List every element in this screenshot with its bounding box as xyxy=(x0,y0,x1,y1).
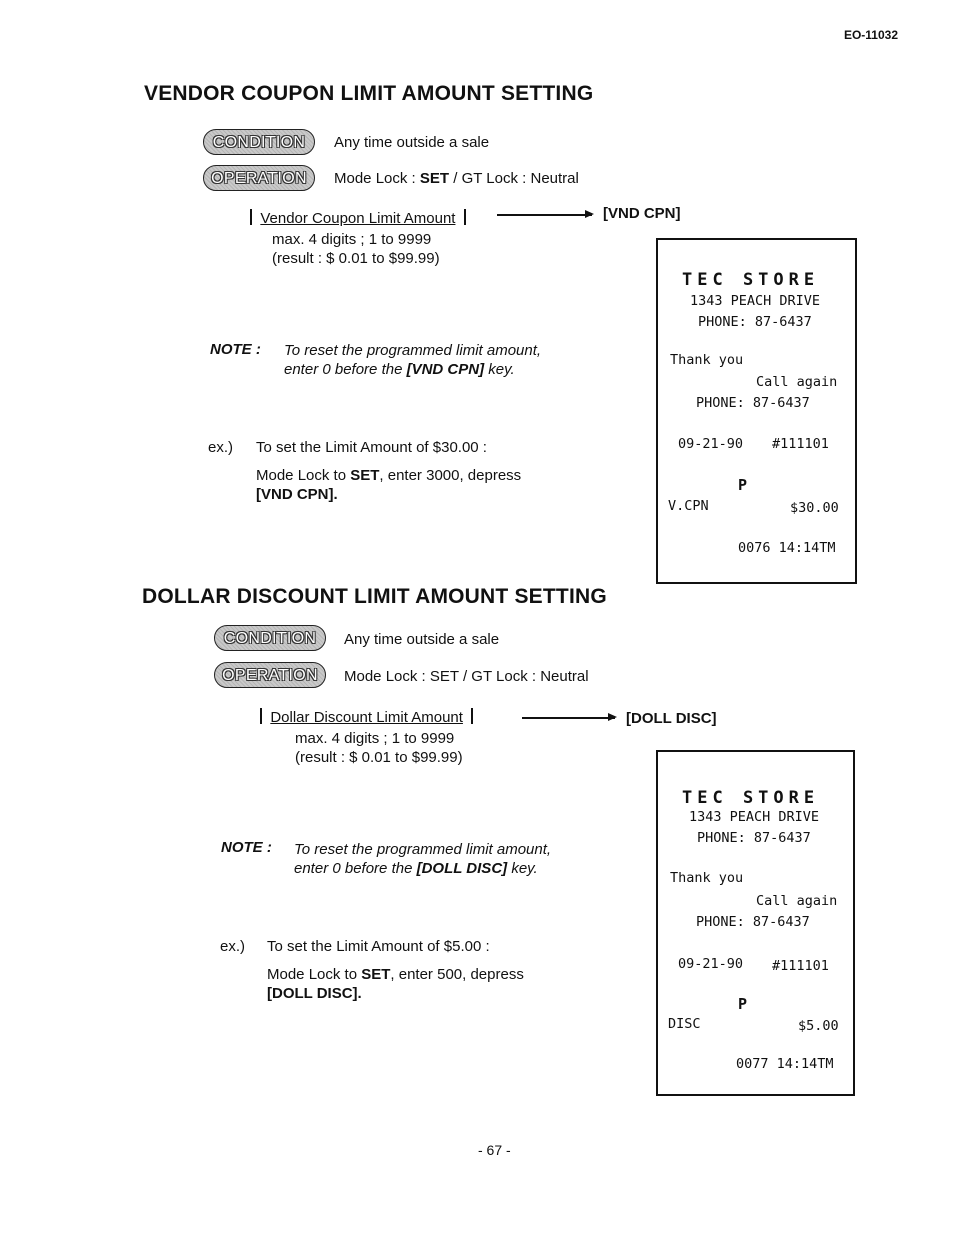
receipt-amount: $5.00 xyxy=(798,1018,839,1034)
input-label: Dollar Discount Limit Amount xyxy=(260,708,473,726)
input-bracket-left xyxy=(260,708,262,724)
receipt-call-again: Call again xyxy=(756,374,838,390)
operation-badge: OPERATION xyxy=(203,165,315,191)
operation-badge: OPERATION xyxy=(214,662,326,688)
section-title-vendor-coupon: VENDOR COUPON LIMIT AMOUNT SETTING xyxy=(144,82,594,105)
receipt-store-name: TEC STORE xyxy=(682,270,820,290)
note-text: To reset the programmed limit amount, enter 0 before the [VND CPN] key. xyxy=(284,342,542,378)
receipt-amount: $30.00 xyxy=(790,500,839,516)
example-line-2: Mode Lock to SET, enter 500, depress xyxy=(267,966,524,983)
example-line-1: To set the Limit Amount of $5.00 : xyxy=(267,938,490,955)
max-digits-text: max. 4 digits ; 1 to 9999 xyxy=(272,231,432,248)
operation-text: Mode Lock : SET / GT Lock : Neutral xyxy=(344,668,589,685)
document-number: EO-11032 xyxy=(843,28,898,42)
receipt-phone: PHONE: 87-6437 xyxy=(698,314,812,330)
receipt-thanks: Thank you xyxy=(670,352,744,368)
arrow-icon xyxy=(497,214,592,216)
example-line-3: [DOLL DISC]. xyxy=(267,985,362,1002)
receipt-thanks: Thank you xyxy=(670,870,744,886)
condition-text: Any time outside a sale xyxy=(334,134,490,151)
receipt-phone-2: PHONE: 87-6437 xyxy=(696,914,810,930)
result-range-text: (result : $ 0.01 to $99.99) xyxy=(272,250,440,267)
max-digits-text: max. 4 digits ; 1 to 9999 xyxy=(295,730,455,747)
receipt-item: V.CPN xyxy=(668,498,709,514)
page-number: - 67 - xyxy=(478,1142,511,1158)
receipt-address: 1343 PEACH DRIVE xyxy=(690,293,821,309)
input-bracket-right xyxy=(471,708,473,724)
input-label: Vendor Coupon Limit Amount xyxy=(250,209,466,227)
receipt-store-name: TEC STORE xyxy=(682,788,820,808)
receipt-call-again: Call again xyxy=(756,893,838,909)
receipt-number: #111101 xyxy=(772,958,829,974)
operation-text: Mode Lock : SET / GT Lock : Neutral xyxy=(334,170,579,187)
input-bracket-right xyxy=(464,209,466,225)
note-label: NOTE : xyxy=(221,839,272,856)
receipt-footer: 0076 14:14TM xyxy=(738,540,836,556)
example-label: ex.) xyxy=(220,938,246,955)
receipt-item: DISC xyxy=(668,1016,701,1032)
receipt-p-mark: P xyxy=(738,995,748,1013)
result-range-text: (result : $ 0.01 to $99.99) xyxy=(295,749,463,766)
receipt-phone: PHONE: 87-6437 xyxy=(697,830,811,846)
receipt-phone-2: PHONE: 87-6437 xyxy=(696,395,810,411)
receipt-number: #111101 xyxy=(772,436,829,452)
receipt-vendor-coupon xyxy=(656,238,857,584)
note-text: To reset the programmed limit amount, enter 0 before the [DOLL DISC] key. xyxy=(294,841,552,877)
input-bracket-left xyxy=(250,209,252,225)
key-label: [VND CPN] xyxy=(603,205,681,222)
receipt-footer: 0077 14:14TM xyxy=(736,1056,834,1072)
receipt-dollar-discount xyxy=(656,750,855,1096)
condition-badge: CONDITION xyxy=(203,129,315,155)
condition-text: Any time outside a sale xyxy=(344,631,500,648)
example-line-1: To set the Limit Amount of $30.00 : xyxy=(256,439,487,456)
example-label: ex.) xyxy=(208,439,234,456)
arrow-icon xyxy=(522,717,615,719)
receipt-date: 09-21-90 xyxy=(678,956,744,972)
receipt-p-mark: P xyxy=(738,476,748,494)
receipt-date: 09-21-90 xyxy=(678,436,744,452)
condition-badge: CONDITION xyxy=(214,625,326,651)
receipt-address: 1343 PEACH DRIVE xyxy=(689,809,820,825)
key-label: [DOLL DISC] xyxy=(626,710,717,727)
example-line-3: [VND CPN]. xyxy=(256,486,338,503)
note-label: NOTE : xyxy=(210,341,261,358)
example-line-2: Mode Lock to SET, enter 3000, depress xyxy=(256,467,522,484)
section-title-dollar-discount: DOLLAR DISCOUNT LIMIT AMOUNT SETTING xyxy=(142,585,607,608)
